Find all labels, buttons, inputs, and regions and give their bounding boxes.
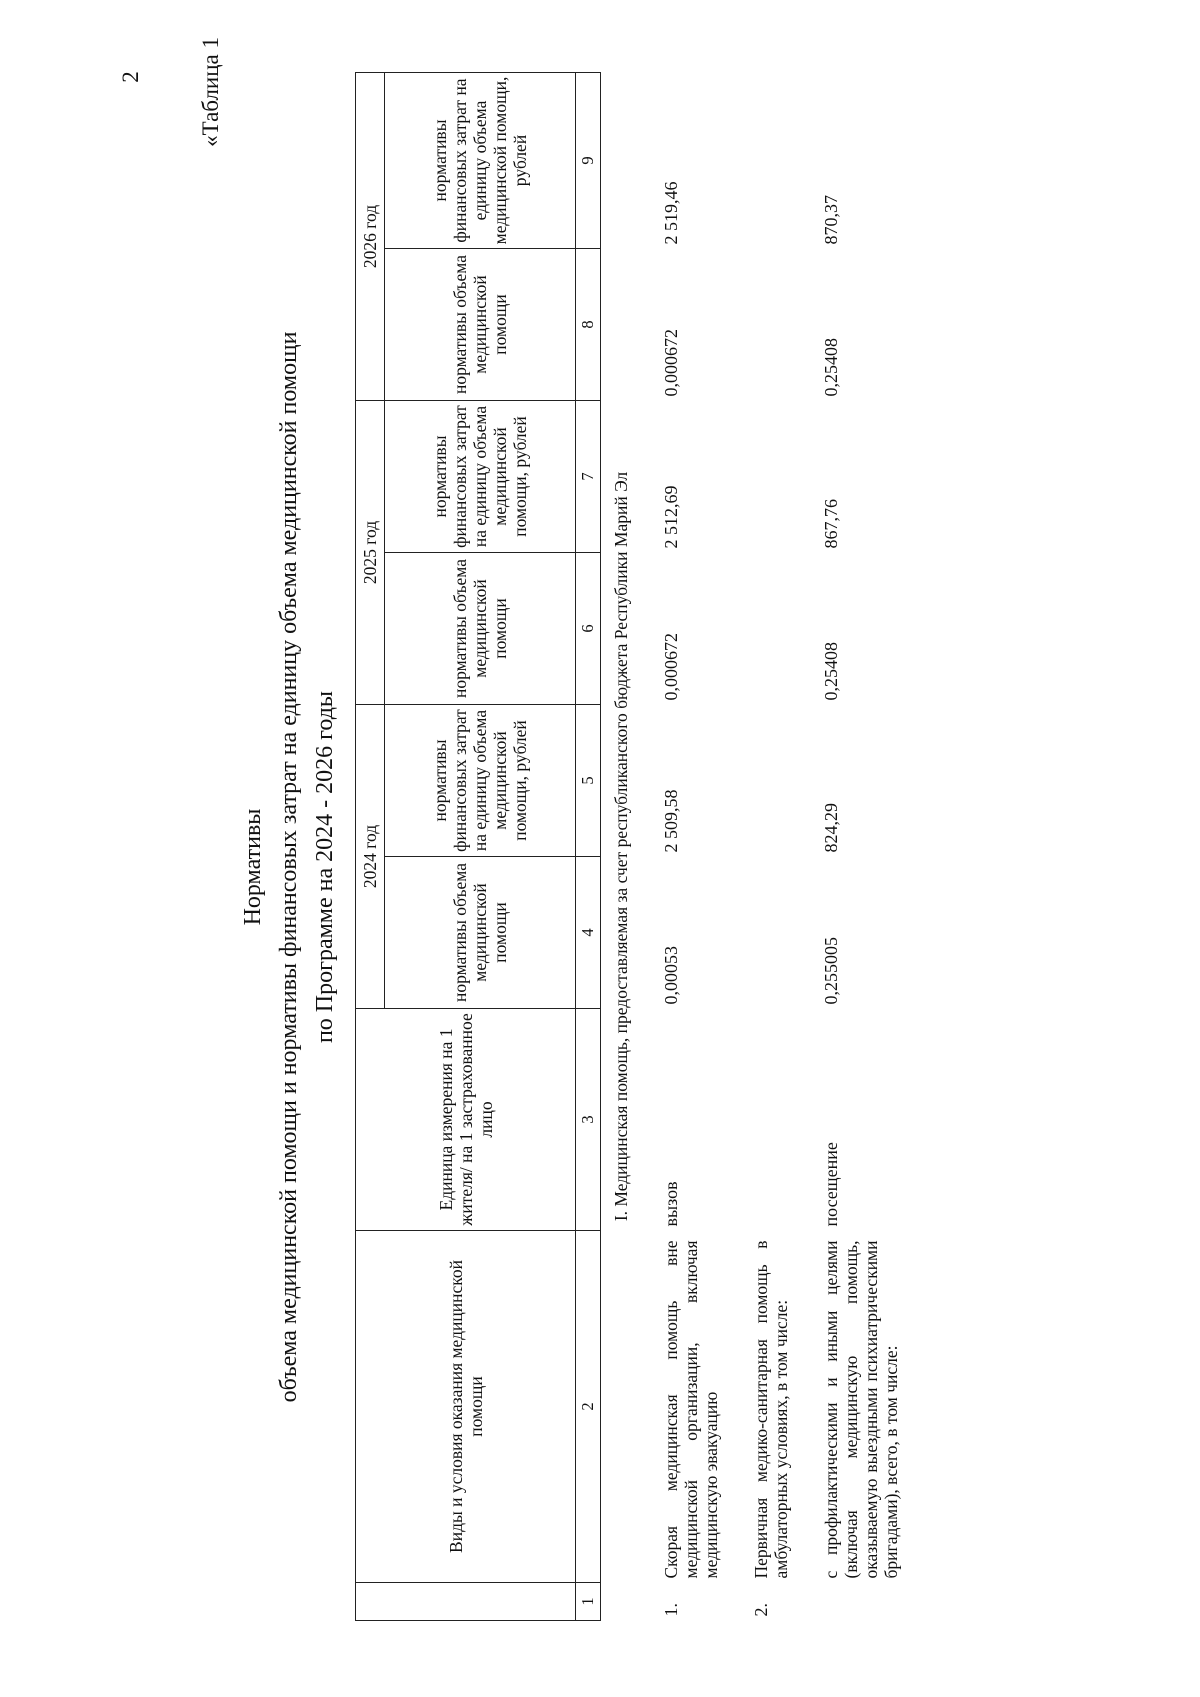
cell-2025-finance: 2 512,69	[661, 485, 681, 549]
header-row-years	[356, 73, 385, 1621]
header-2024-volume: нормативы объема медицинской помощи	[385, 857, 576, 1009]
column-number: 5	[576, 705, 601, 857]
column-number: 7	[576, 401, 601, 553]
column-number: 8	[576, 249, 601, 401]
row-number: 1.	[661, 1603, 681, 1617]
cell-2024-finance	[735, 705, 805, 857]
cell-2026-finance	[735, 73, 805, 249]
column-numbers-row	[576, 73, 601, 1621]
row-number: 2.	[751, 1603, 771, 1617]
header-2026-finance: нормативы финансовых затрат на единицу объема медицинской помощи, рублей	[385, 73, 576, 249]
header-2025-finance: нормативы финансовых затрат на единицу объема медицинской помощи, рублей	[385, 401, 576, 553]
cell-2024-finance: 824,29	[821, 803, 841, 853]
cell-2024-finance: 2 509,58	[661, 789, 681, 853]
cell-2025-finance	[735, 401, 805, 553]
title-line-2: объема медицинской помощи и нормативы финансовых затрат на единицу объема медицинской помощи	[276, 331, 302, 1403]
page-number: 2	[118, 71, 143, 83]
header-2025-volume: нормативы объема медицинской помощи	[385, 553, 576, 705]
header-2024-finance: нормативы финансовых затрат на единицу объема медицинской помощи, рублей	[385, 705, 576, 857]
row-name: Скорая медицинская помощь вне медицинской организации, включая медицинскую эвакуацию	[661, 1240, 721, 1579]
section-title: I. Медицинская помощь, предоставляемая за счет республиканского бюджета Республики Марий Эл	[611, 471, 631, 1222]
cell-2024-volume: 0,00053	[661, 946, 681, 1005]
cell-2026-volume	[735, 249, 805, 401]
cell-2024-volume: 0,255005	[821, 937, 841, 1005]
table-row	[645, 73, 735, 1621]
header-year-2026: 2026 год	[356, 73, 385, 401]
cell-2025-finance: 867,76	[821, 499, 841, 549]
row-name: Первичная медико-санитарная помощь в амбулаторных условиях, в том числе:	[751, 1240, 791, 1579]
header-unit: Единица измерения на 1 жителя/ на 1 застрахованное лицо	[356, 1009, 576, 1231]
column-number: 1	[576, 1583, 601, 1621]
title-line-1: Нормативы	[240, 808, 266, 926]
column-number: 4	[576, 857, 601, 1009]
column-number: 6	[576, 553, 601, 705]
row-unit	[735, 1009, 805, 1231]
row-name: с профилактическими и иными целями (включая медицинскую помощь, оказываемую выездными психиатрическими бригадами), всего, в том числе:	[821, 1240, 901, 1579]
cell-2024-volume	[735, 857, 805, 1009]
norms-table	[355, 72, 915, 1621]
cell-2025-volume: 0,000672	[661, 633, 681, 701]
row-number	[805, 1583, 915, 1621]
header-2026-volume: нормативы объема медицинской помощи	[385, 249, 576, 401]
cell-2026-volume: 0,000672	[661, 329, 681, 397]
cell-2025-volume	[735, 553, 805, 705]
header-types: Виды и условия оказания медицинской помощи	[356, 1231, 576, 1583]
cell-2026-finance: 2 519,46	[661, 181, 681, 245]
document-title	[235, 117, 343, 1617]
table-row	[735, 73, 805, 1621]
table-row	[805, 73, 915, 1621]
cell-2026-finance: 870,37	[821, 195, 841, 245]
row-unit: посещение	[821, 1142, 841, 1227]
column-number: 3	[576, 1009, 601, 1231]
header-year-2025: 2025 год	[356, 401, 385, 705]
section-row	[601, 73, 646, 1621]
header-number	[356, 1583, 576, 1621]
column-number: 9	[576, 73, 601, 249]
table-reference: «Таблица 1	[198, 37, 223, 147]
row-unit: вызов	[661, 1181, 681, 1227]
title-line-3: по Программе на 2024 - 2026 годы	[312, 690, 338, 1044]
cell-2025-volume: 0,25408	[821, 642, 841, 701]
column-number: 2	[576, 1231, 601, 1583]
header-year-2024: 2024 год	[356, 705, 385, 1009]
cell-2026-volume: 0,25408	[821, 338, 841, 397]
